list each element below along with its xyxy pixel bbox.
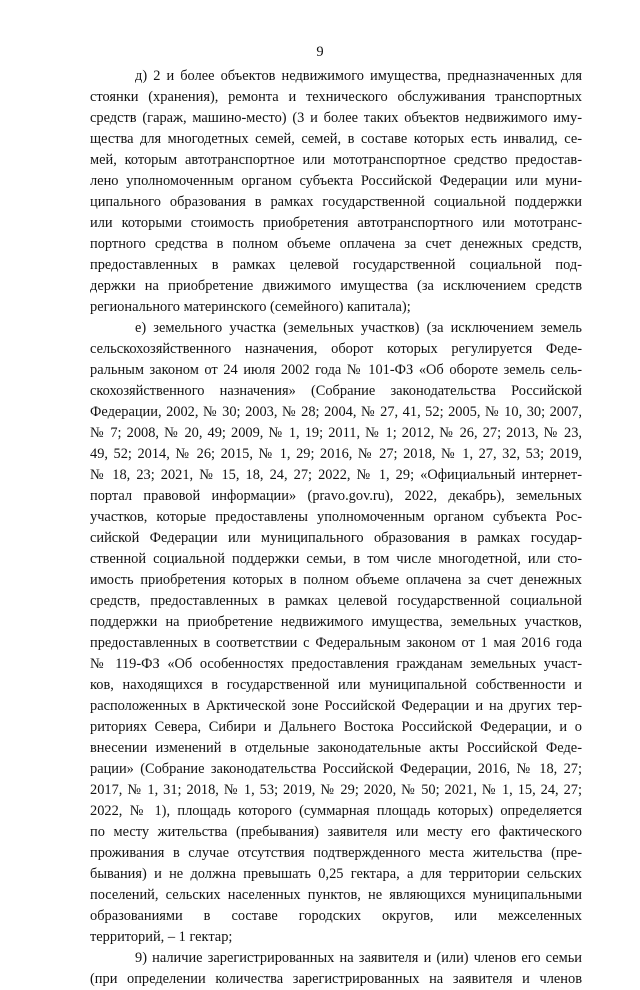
text-line: имость приобретения которых в полном объеме оплачена за счет денежных — [90, 572, 582, 588]
text-line: № 7; 2008, № 20, 49; 2009, № 1, 19; 2011, № 1; 2012, № 26, 27; 2013, № 23, — [90, 425, 582, 441]
text-line: образованиями в составе городских округов, или межселенных — [90, 908, 582, 924]
text-line: щества для многодетных семей, семей, в составе которых есть инвалид, се- — [90, 131, 582, 147]
text-line: поселений, сельских населенных пунктов, не являющихся муниципальными — [90, 887, 582, 903]
document-body — [90, 66, 582, 990]
text-line: предоставленных в рамках целевой государственной социальной под- — [90, 257, 582, 273]
text-line: 2017, № 1, 31; 2018, № 1, 53; 2019, № 29; 2020, № 50; 2021, № 1, 15, 24, 27; — [90, 782, 582, 798]
text-line: территорий, – 1 гектар; — [90, 929, 233, 945]
text-line: ральным законом от 24 июля 2002 года № 101-ФЗ «Об обороте земель сель- — [90, 362, 582, 378]
text-line: участков, которые предоставлены уполномоченным органом субъекта Рос- — [90, 509, 582, 525]
text-line: проживания в случае отсутствия подтвержденного места жительства (пре- — [90, 845, 582, 861]
page-number: 9 — [316, 44, 324, 60]
text-line: № 18, 23; 2021, № 15, 18, 24, 27; 2022, № 1, 29; «Официальный интернет- — [90, 467, 582, 483]
text-line: сельскохозяйственного назначения, оборот которых регулируется Феде- — [90, 341, 582, 357]
text-line: мей, которым автотранспортное или мототранспортное средство предостав- — [90, 152, 582, 168]
text-line: поддержки на приобретение недвижимого имущества, земельных участков, — [90, 614, 582, 630]
text-line: е) земельного участка (земельных участков) (за исключением земель — [135, 320, 582, 336]
text-line: бывания) и не должна превышать 0,25 гектара, а для территории сельских — [90, 866, 582, 882]
text-line: портал правовой информации» (pravo.gov.ru), 2022, декабрь), земельных — [90, 488, 582, 504]
text-line: ципального образования в рамках государственной социальной поддержки — [90, 194, 582, 210]
text-line: лено уполномоченным органом субъекта Российской Федерации или муни- — [90, 173, 582, 189]
text-line: портного средства в полном объеме оплачена за счет денежных средств, — [90, 236, 582, 252]
text-line: средств, предоставленных в рамках целевой государственной социальной — [90, 593, 582, 609]
text-line: расположенных в Арктической зоне Российской Федерации и на других тер- — [90, 698, 582, 714]
text-line: по месту жительства (пребывания) заявителя или месту его фактического — [90, 824, 582, 840]
text-line: Федерации, 2002, № 30; 2003, № 28; 2004, № 27, 41, 52; 2005, № 10, 30; 2007, — [90, 404, 582, 420]
text-line: рации» (Собрание законодательства Российской Федерации, 2016, № 18, 27; — [90, 761, 582, 777]
text-line: № 119-ФЗ «Об особенностях предоставления гражданам земельных участ- — [90, 656, 582, 672]
text-line: риториях Севера, Сибири и Дальнего Востока Российской Федерации, и о — [90, 719, 582, 735]
text-line: 49, 52; 2014, № 26; 2015, № 1, 29; 2016, № 27; 2018, № 1, 27, 32, 53; 2019, — [90, 446, 582, 462]
text-line: сийской Федерации или муниципального образования в рамках государ- — [90, 530, 582, 546]
text-line: внесении изменений в отдельные законодательные акты Российской Феде- — [90, 740, 582, 756]
text-line: скохозяйственного назначения» (Собрание законодательства Российской — [90, 383, 582, 399]
text-line: или которыми стоимость приобретения автотранспортного или мототранс- — [90, 215, 582, 231]
text-line: 2022, № 1), площадь которого (суммарная площадь которых) определяется — [90, 803, 582, 819]
text-line: средств (гараж, машино-место) (3 и более таких объектов недвижимого иму- — [90, 110, 582, 126]
text-line: (при определении количества зарегистрированных на заявителя и членов — [90, 971, 582, 987]
text-line: 9) наличие зарегистрированных на заявителя и (или) членов его семьи — [135, 950, 582, 966]
text-line: ственной социальной поддержки семьи, в том числе многодетной, или сто- — [90, 551, 582, 567]
text-line: стоянки (хранения), ремонта и технического обслуживания транспортных — [90, 89, 582, 105]
text-line: предоставленных в соответствии с Федеральным законом от 1 мая 2016 года — [90, 635, 582, 651]
text-line: д) 2 и более объектов недвижимого имущества, предназначенных для — [135, 68, 582, 84]
text-line: держки на приобретение движимого имущества (за исключением средств — [90, 278, 582, 294]
text-line: регионального материнского (семейного) капитала); — [90, 299, 411, 315]
text-line: ков, находящихся в государственной или муниципальной собственности и — [90, 677, 582, 693]
